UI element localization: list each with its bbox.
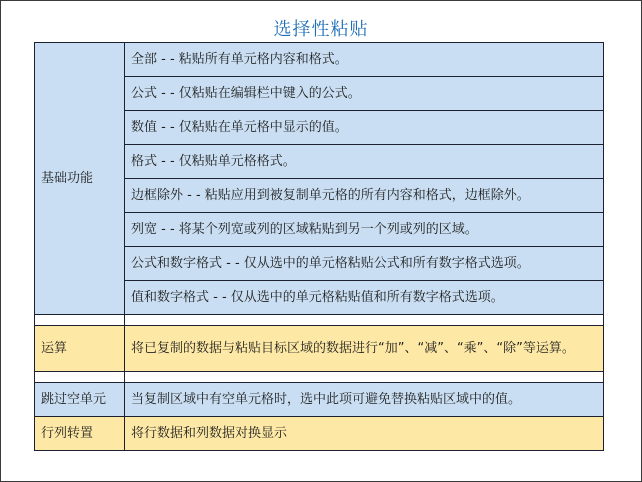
operation-description: 将已复制的数据与粘贴目标区域的数据进行“加”、“减”、“乘”、“除”等运算。: [125, 326, 604, 372]
page-title: 选择性粘贴: [273, 19, 369, 40]
table-row: [35, 383, 604, 417]
item-values: 数值 - - 仅粘贴在单元格中显示的值。: [125, 111, 604, 145]
item-values-and-number-formats: 值和数字格式 - - 仅从选中的单元格粘贴值和所有数字格式选项。: [125, 281, 604, 315]
category-basic: 基础功能: [35, 43, 125, 315]
paste-special-table: [34, 42, 604, 451]
item-all: 全部 - - 粘贴所有单元格内容和格式。: [125, 43, 604, 77]
spacer-cell: [125, 372, 604, 383]
item-formulas: 公式 - - 仅粘贴在编辑栏中键入的公式。: [125, 77, 604, 111]
transpose-description: 将行数据和列数据对换显示: [125, 417, 604, 451]
category-operation: 运算: [35, 326, 125, 372]
item-column-widths: 列宽 - - 将某个列宽或列的区域粘贴到另一个列或列的区域。: [125, 213, 604, 247]
spacer-cell: [125, 315, 604, 326]
item-formulas-and-number-formats: 公式和数字格式 - - 仅从选中的单元格粘贴公式和所有数字格式选项。: [125, 247, 604, 281]
item-formats: 格式 - - 仅粘贴单元格格式。: [125, 145, 604, 179]
table-row: [35, 417, 604, 451]
item-all-except-borders: 边框除外 - - 粘贴应用到被复制单元格的所有内容和格式，边框除外。: [125, 179, 604, 213]
category-transpose: 行列转置: [35, 417, 125, 451]
spacer-row: [35, 315, 604, 326]
spacer-cell: [35, 315, 125, 326]
category-skip-blanks: 跳过空单元: [35, 383, 125, 417]
spacer-cell: [35, 372, 125, 383]
skip-blanks-description: 当复制区域中有空单元格时，选中此项可避免替换粘贴区域中的值。: [125, 383, 604, 417]
table-row: [35, 43, 604, 77]
spacer-row: [35, 372, 604, 383]
table-row: [35, 326, 604, 372]
